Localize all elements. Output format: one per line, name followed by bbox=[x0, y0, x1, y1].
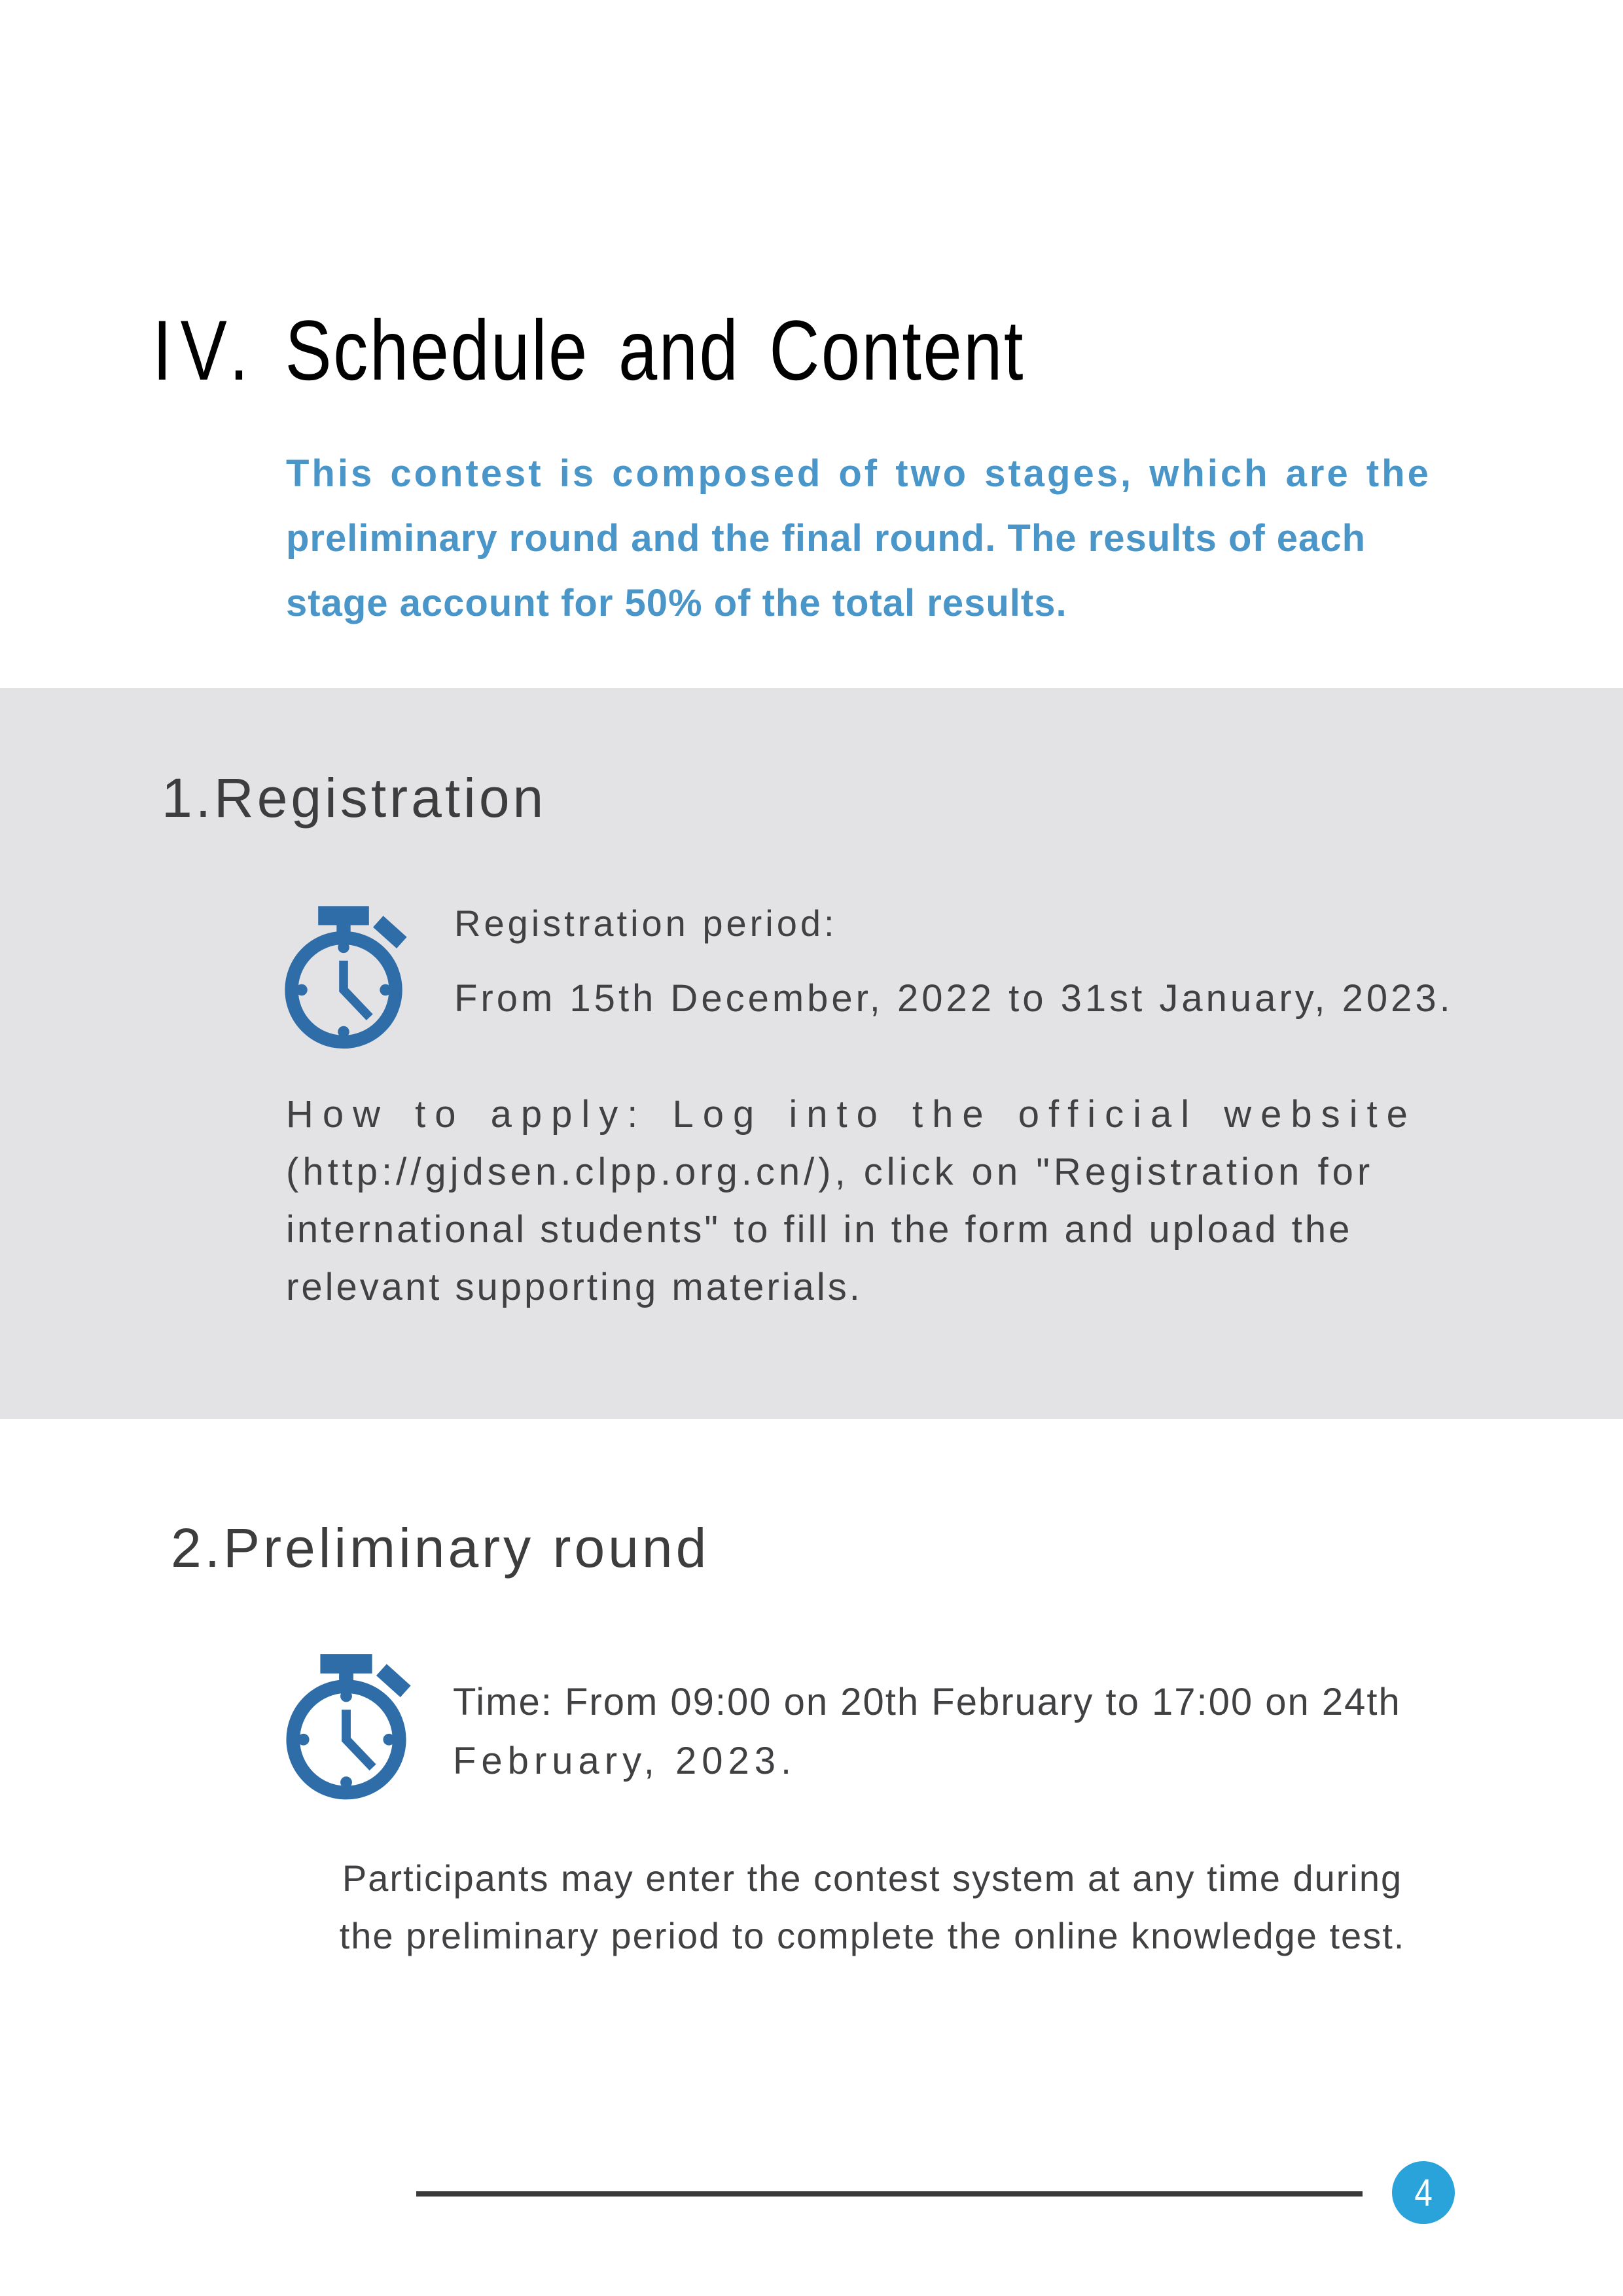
how-to-apply-line: international students" to fill in the form and upload the bbox=[286, 1208, 1353, 1251]
page-title bbox=[152, 302, 1025, 398]
preliminary-time-line: Time: From 09:00 on 20th February to 17:00 on 24th bbox=[453, 1681, 1401, 1723]
page-number: 4 bbox=[1414, 2171, 1433, 2214]
page-title-number: IV. bbox=[152, 302, 257, 398]
page-title-text: Schedule and Content bbox=[285, 302, 1025, 398]
how-to-apply-line: (http://gjdsen.clpp.org.cn/), click on "Registration for bbox=[286, 1151, 1374, 1193]
intro-paragraph bbox=[286, 441, 1503, 636]
preliminary-time-line: February, 2023. bbox=[453, 1740, 797, 1782]
intro-line: stage account for 50% of the total results. bbox=[286, 582, 1067, 624]
registration-heading: 1.Registration bbox=[162, 767, 547, 829]
preliminary-time-paragraph bbox=[453, 1673, 1401, 1791]
page-number-badge bbox=[1392, 2161, 1455, 2224]
registration-period-value: From 15th December, 2022 to 31st January, 2023. bbox=[454, 977, 1454, 1020]
participants-note-line: Participants may enter the contest system at any time during bbox=[342, 1857, 1403, 1899]
intro-line: This contest is composed of two stages, which are the bbox=[286, 452, 1431, 495]
participants-note-line: the preliminary period to complete the online knowledge test. bbox=[339, 1915, 1406, 1956]
footer-divider bbox=[416, 2191, 1363, 2197]
registration-section bbox=[0, 688, 1623, 1419]
how-to-apply-line: relevant supporting materials. bbox=[286, 1266, 863, 1308]
how-to-apply-line: How to apply: Log into the official website bbox=[286, 1093, 1417, 1136]
preliminary-heading: 2.Preliminary round bbox=[171, 1517, 710, 1579]
intro-line: preliminary round and the final round. The results of each bbox=[286, 517, 1366, 560]
how-to-apply-paragraph bbox=[286, 1086, 1459, 1316]
stopwatch-icon bbox=[280, 904, 407, 1052]
registration-period-label: Registration period: bbox=[454, 903, 838, 944]
participants-note bbox=[286, 1850, 1459, 1965]
stopwatch-icon bbox=[281, 1652, 411, 1803]
